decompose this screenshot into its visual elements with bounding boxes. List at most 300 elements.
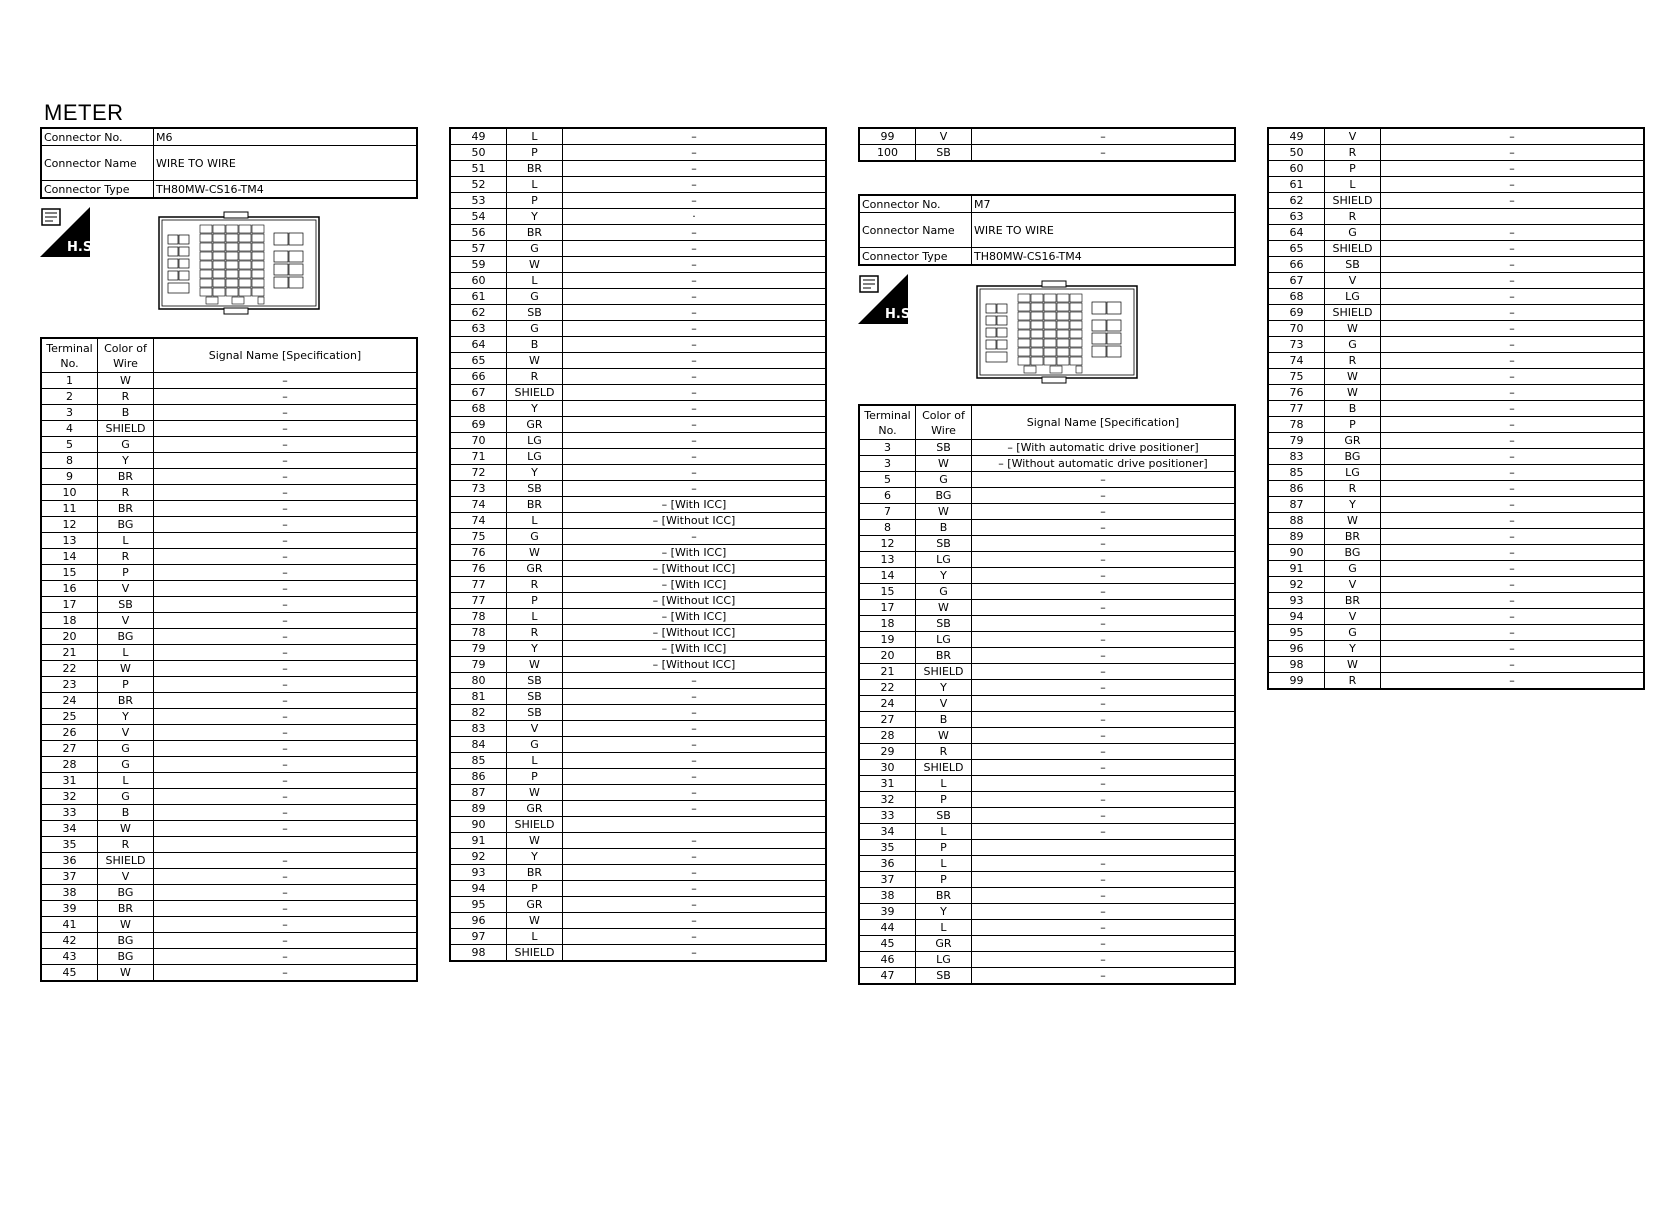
terminal-no-cell: 96 <box>450 913 507 929</box>
signal-name-cell: – <box>154 421 418 437</box>
terminal-no-cell: 46 <box>859 952 916 968</box>
wire-color-cell: G <box>507 289 563 305</box>
wire-color-cell: G <box>98 789 154 805</box>
table-row <box>859 632 1235 648</box>
wire-color-cell: SB <box>1325 257 1381 273</box>
wire-color-cell: SB <box>98 597 154 613</box>
table-row <box>450 577 826 593</box>
wire-color-cell: P <box>507 145 563 161</box>
signal-name-cell: – <box>1381 673 1645 690</box>
wire-color-cell: W <box>507 913 563 929</box>
signal-name-cell: – <box>154 853 418 869</box>
signal-name-cell: – <box>154 933 418 949</box>
signal-name-header: Signal Name [Specification] <box>972 405 1236 440</box>
terminal-no-cell: 8 <box>859 520 916 536</box>
wire-color-cell: BR <box>1325 593 1381 609</box>
terminal-no-cell: 69 <box>1268 305 1325 321</box>
terminal-no-cell: 31 <box>41 773 98 789</box>
table-row <box>450 929 826 945</box>
wire-color-cell: LG <box>1325 289 1381 305</box>
table-row <box>859 128 1235 145</box>
table-row <box>1268 577 1644 593</box>
signal-name-cell: – <box>972 920 1236 936</box>
signal-name-cell: – <box>563 353 827 369</box>
wire-color-cell: P <box>1325 417 1381 433</box>
signal-name-cell: – <box>563 289 827 305</box>
wire-color-cell: V <box>98 725 154 741</box>
wire-color-cell: W <box>1325 369 1381 385</box>
wire-color-cell: L <box>507 177 563 193</box>
table-row <box>859 664 1235 680</box>
terminal-no-cell: 7 <box>859 504 916 520</box>
wire-color-cell: L <box>507 273 563 289</box>
table-row <box>41 405 417 421</box>
terminal-no-cell: 3 <box>859 456 916 472</box>
terminal-no-cell: 36 <box>859 856 916 872</box>
signal-name-cell: – [With ICC] <box>563 609 827 625</box>
table-row <box>450 321 826 337</box>
signal-name-cell: – <box>563 721 827 737</box>
signal-name-cell: – <box>154 565 418 581</box>
terminal-no-cell: 61 <box>450 289 507 305</box>
wire-color-cell: LG <box>916 952 972 968</box>
signal-name-cell: – [Without automatic drive positioner] <box>972 456 1236 472</box>
color-of-wire-header: Color of Wire <box>98 338 154 373</box>
table-row <box>859 696 1235 712</box>
signal-name-cell: – <box>972 600 1236 616</box>
wire-color-cell: W <box>1325 385 1381 401</box>
signal-name-cell: – <box>154 645 418 661</box>
terminal-no-cell: 33 <box>41 805 98 821</box>
table-row <box>859 712 1235 728</box>
terminal-no-cell: 83 <box>450 721 507 737</box>
table-row <box>450 625 826 641</box>
wire-color-cell: BG <box>98 629 154 645</box>
signal-name-cell: – <box>563 833 827 849</box>
terminal-no-cell: 76 <box>450 561 507 577</box>
signal-name-cell: – <box>1381 385 1645 401</box>
terminal-no-cell: 85 <box>1268 465 1325 481</box>
table-row <box>450 481 826 497</box>
signal-name-cell: – <box>972 904 1236 920</box>
table-row <box>1268 609 1644 625</box>
table-row <box>859 904 1235 920</box>
signal-name-cell: – <box>1381 128 1645 145</box>
table-row <box>450 817 826 833</box>
signal-name-cell: – <box>1381 433 1645 449</box>
table-row <box>41 917 417 933</box>
wire-color-cell: Y <box>916 904 972 920</box>
table-row <box>1268 625 1644 641</box>
signal-name-cell: – <box>563 913 827 929</box>
table-row <box>41 533 417 549</box>
wire-color-cell: B <box>916 520 972 536</box>
terminal-no-cell: 34 <box>41 821 98 837</box>
signal-name-cell: – <box>1381 401 1645 417</box>
table-row <box>1268 593 1644 609</box>
m6-terminal-table-1 <box>40 337 418 982</box>
terminal-no-cell: 21 <box>859 664 916 680</box>
table-row <box>450 177 826 193</box>
terminal-no-cell: 91 <box>450 833 507 849</box>
m7-diagram-area <box>858 266 1236 404</box>
signal-name-cell: – <box>1381 289 1645 305</box>
wire-color-cell: G <box>98 437 154 453</box>
signal-name-cell: – <box>1381 497 1645 513</box>
signal-name-cell: – <box>154 533 418 549</box>
terminal-no-cell: 96 <box>1268 641 1325 657</box>
terminal-no-cell: 62 <box>1268 193 1325 209</box>
harness-side-icon <box>40 207 98 257</box>
table-row <box>859 952 1235 968</box>
terminal-no-cell: 67 <box>1268 273 1325 289</box>
terminal-no-cell: 86 <box>450 769 507 785</box>
wire-color-cell: L <box>916 824 972 840</box>
terminal-no-cell: 68 <box>1268 289 1325 305</box>
signal-name-cell: – <box>563 257 827 273</box>
terminal-no-cell: 78 <box>450 609 507 625</box>
table-row <box>1268 305 1644 321</box>
signal-name-cell: – <box>563 753 827 769</box>
terminal-no-cell: 77 <box>450 593 507 609</box>
signal-name-cell: – <box>563 689 827 705</box>
table-row <box>859 616 1235 632</box>
wire-color-cell: R <box>98 549 154 565</box>
wire-color-cell: P <box>916 840 972 856</box>
signal-name-cell: – <box>154 405 418 421</box>
signal-name-cell: – <box>154 773 418 789</box>
table-row <box>41 389 417 405</box>
signal-name-cell: – <box>563 369 827 385</box>
signal-name-cell: – <box>154 629 418 645</box>
m6-diagram-area <box>40 199 418 337</box>
table-row <box>450 529 826 545</box>
table-row <box>450 913 826 929</box>
terminal-no-cell: 84 <box>450 737 507 753</box>
signal-name-cell: – <box>1381 161 1645 177</box>
wire-color-cell: W <box>916 728 972 744</box>
table-row <box>450 737 826 753</box>
wire-color-cell: W <box>98 661 154 677</box>
terminal-no-cell: 2 <box>41 389 98 405</box>
terminal-no-cell: 19 <box>859 632 916 648</box>
table-row <box>450 657 826 673</box>
terminal-no-cell: 75 <box>450 529 507 545</box>
table-row <box>1268 513 1644 529</box>
signal-name-cell: – <box>1381 257 1645 273</box>
wire-color-cell: SB <box>916 616 972 632</box>
wire-color-cell: SB <box>507 305 563 321</box>
table-row <box>41 453 417 469</box>
wire-color-cell: SB <box>916 808 972 824</box>
table-row <box>41 613 417 629</box>
terminal-no-cell: 18 <box>41 613 98 629</box>
table-row <box>450 641 826 657</box>
signal-name-cell: – <box>563 128 827 145</box>
signal-name-cell: – <box>972 536 1236 552</box>
wire-color-cell: W <box>98 917 154 933</box>
table-row <box>1268 641 1644 657</box>
terminal-no-cell: 15 <box>41 565 98 581</box>
table-row <box>450 193 826 209</box>
wire-color-cell: V <box>507 721 563 737</box>
signal-name-cell: – <box>154 373 418 389</box>
wire-color-cell: P <box>507 193 563 209</box>
wire-color-cell: G <box>1325 225 1381 241</box>
table-row <box>859 920 1235 936</box>
wire-color-cell: W <box>916 456 972 472</box>
signal-name-cell: – <box>563 801 827 817</box>
signal-name-cell: – <box>972 824 1236 840</box>
signal-name-cell: – <box>563 417 827 433</box>
signal-name-cell: – <box>972 632 1236 648</box>
table-row <box>450 433 826 449</box>
signal-name-cell: – <box>1381 609 1645 625</box>
terminal-no-cell: 95 <box>450 897 507 913</box>
wire-color-cell: W <box>507 353 563 369</box>
signal-name-cell: – <box>154 437 418 453</box>
wire-color-cell: G <box>916 472 972 488</box>
table-row <box>1268 401 1644 417</box>
wire-color-cell: W <box>98 821 154 837</box>
wire-color-cell: LG <box>507 449 563 465</box>
signal-name-cell: – [With ICC] <box>563 577 827 593</box>
wire-color-cell: Y <box>507 641 563 657</box>
wire-color-cell: R <box>1325 145 1381 161</box>
signal-name-cell: – <box>1381 657 1645 673</box>
terminal-no-cell: 31 <box>859 776 916 792</box>
table-row <box>859 824 1235 840</box>
terminal-no-cell: 14 <box>41 549 98 565</box>
signal-name-cell: – <box>1381 513 1645 529</box>
signal-name-cell: – <box>1381 225 1645 241</box>
terminal-no-cell: 25 <box>41 709 98 725</box>
wire-color-cell: R <box>1325 481 1381 497</box>
wire-color-cell: G <box>98 741 154 757</box>
table-row <box>1268 545 1644 561</box>
wire-color-cell: LG <box>916 632 972 648</box>
wire-color-cell: SB <box>916 145 972 162</box>
wire-color-cell: SB <box>507 673 563 689</box>
terminal-no-cell: 22 <box>41 661 98 677</box>
terminal-no-cell: 92 <box>450 849 507 865</box>
table-row <box>450 609 826 625</box>
terminal-no-cell: 70 <box>450 433 507 449</box>
signal-name-cell: – <box>1381 529 1645 545</box>
terminal-no-cell: 32 <box>41 789 98 805</box>
terminal-no-cell: 85 <box>450 753 507 769</box>
table-row <box>450 753 826 769</box>
table-row <box>450 593 826 609</box>
m6-connector-face-icon <box>158 211 320 315</box>
signal-name-cell: – <box>972 968 1236 985</box>
terminal-no-cell: 66 <box>450 369 507 385</box>
signal-name-cell: – <box>1381 417 1645 433</box>
terminal-no-cell: 73 <box>450 481 507 497</box>
terminal-no-cell: 73 <box>1268 337 1325 353</box>
terminal-no-cell: 76 <box>1268 385 1325 401</box>
terminal-no-cell: 50 <box>1268 145 1325 161</box>
wire-color-cell: V <box>1325 128 1381 145</box>
terminal-no-cell: 76 <box>450 545 507 561</box>
terminal-no-cell: 12 <box>41 517 98 533</box>
signal-name-cell: – [Without ICC] <box>563 657 827 673</box>
table-row <box>450 801 826 817</box>
signal-name-cell: – <box>972 696 1236 712</box>
connector-name-label: Connector Name <box>859 213 972 248</box>
signal-name-cell: – <box>154 597 418 613</box>
wire-color-cell: GR <box>507 417 563 433</box>
table-row <box>41 677 417 693</box>
m7-terminal-table-2 <box>1267 127 1645 690</box>
table-row <box>450 225 826 241</box>
signal-name-cell: – <box>154 677 418 693</box>
signal-name-cell: – <box>972 712 1236 728</box>
terminal-no-cell: 98 <box>1268 657 1325 673</box>
wire-color-cell: Y <box>916 568 972 584</box>
terminal-no-cell: 66 <box>1268 257 1325 273</box>
signal-name-cell: · <box>563 209 827 225</box>
terminal-no-cell: 91 <box>1268 561 1325 577</box>
terminal-no-cell: 27 <box>859 712 916 728</box>
wire-color-cell: P <box>507 769 563 785</box>
terminal-no-cell: 77 <box>450 577 507 593</box>
terminal-no-cell: 94 <box>450 881 507 897</box>
table-row <box>41 421 417 437</box>
signal-name-cell: – [Without ICC] <box>563 561 827 577</box>
table-row <box>1268 657 1644 673</box>
terminal-no-cell: 93 <box>450 865 507 881</box>
table-row <box>41 597 417 613</box>
table-row <box>1268 433 1644 449</box>
table-row <box>1268 481 1644 497</box>
terminal-no-cell: 80 <box>450 673 507 689</box>
table-row <box>859 145 1235 162</box>
wire-color-cell: W <box>507 833 563 849</box>
terminal-no-cell: 18 <box>859 616 916 632</box>
table-row <box>41 629 417 645</box>
terminal-no-cell: 17 <box>41 597 98 613</box>
m7-connector-info <box>858 194 1236 266</box>
table-row <box>450 513 826 529</box>
table-row <box>1268 128 1644 145</box>
table-row <box>859 584 1235 600</box>
table-row <box>450 128 826 145</box>
terminal-no-cell: 89 <box>450 801 507 817</box>
terminal-no-cell: 67 <box>450 385 507 401</box>
wire-color-cell: R <box>507 577 563 593</box>
wire-color-cell: R <box>1325 673 1381 690</box>
wire-color-cell: SB <box>507 705 563 721</box>
table-row <box>859 808 1235 824</box>
terminal-no-header: Terminal No. <box>41 338 98 373</box>
wire-color-cell: L <box>507 513 563 529</box>
signal-name-cell: – <box>563 849 827 865</box>
signal-name-cell: – <box>972 808 1236 824</box>
signal-name-cell: – <box>1381 337 1645 353</box>
table-row <box>859 744 1235 760</box>
wire-color-cell: P <box>98 565 154 581</box>
table-row <box>859 888 1235 904</box>
terminal-no-cell: 54 <box>450 209 507 225</box>
signal-name-cell <box>972 840 1236 856</box>
terminal-no-cell: 33 <box>859 808 916 824</box>
wire-color-cell: W <box>98 373 154 389</box>
table-row <box>859 776 1235 792</box>
signal-name-cell: – <box>1381 241 1645 257</box>
table-row <box>41 757 417 773</box>
signal-name-cell: – <box>154 549 418 565</box>
connector-no-value: M7 <box>972 195 1236 213</box>
signal-name-cell: – [Without ICC] <box>563 625 827 641</box>
wire-color-cell: BR <box>98 693 154 709</box>
wire-color-cell: V <box>1325 273 1381 289</box>
signal-name-cell: – <box>154 693 418 709</box>
terminal-no-cell: 22 <box>859 680 916 696</box>
signal-name-cell: – <box>972 568 1236 584</box>
wire-color-cell: B <box>507 337 563 353</box>
wire-color-cell: W <box>916 504 972 520</box>
signal-name-cell: – <box>154 965 418 982</box>
hs-label: H.S. <box>885 307 916 322</box>
signal-name-cell: – <box>1381 353 1645 369</box>
wire-color-cell: Y <box>507 465 563 481</box>
terminal-no-cell: 24 <box>859 696 916 712</box>
terminal-no-cell: 62 <box>450 305 507 321</box>
table-row <box>1268 161 1644 177</box>
m7-terminal-table-1 <box>858 404 1236 985</box>
wire-color-cell: BG <box>98 933 154 949</box>
terminal-no-cell: 60 <box>1268 161 1325 177</box>
terminal-no-cell: 65 <box>1268 241 1325 257</box>
table-row <box>41 725 417 741</box>
wire-color-cell: Y <box>1325 641 1381 657</box>
wire-color-cell: BG <box>98 949 154 965</box>
wire-color-cell: V <box>1325 577 1381 593</box>
wire-color-cell: R <box>507 369 563 385</box>
table-row <box>41 741 417 757</box>
signal-name-cell: – <box>563 337 827 353</box>
terminal-no-cell: 45 <box>859 936 916 952</box>
signal-name-cell: – <box>154 453 418 469</box>
table-row <box>450 785 826 801</box>
signal-name-cell: – <box>972 760 1236 776</box>
terminal-no-cell: 8 <box>41 453 98 469</box>
terminal-no-cell: 52 <box>450 177 507 193</box>
wire-color-cell: W <box>1325 513 1381 529</box>
table-row <box>859 648 1235 664</box>
signal-name-cell: – <box>563 673 827 689</box>
wire-color-cell: BR <box>507 497 563 513</box>
signal-name-cell: – <box>154 821 418 837</box>
wire-color-cell: BG <box>98 517 154 533</box>
wire-color-cell: L <box>507 128 563 145</box>
terminal-no-cell: 6 <box>859 488 916 504</box>
signal-name-cell: – <box>154 501 418 517</box>
connector-name-value: WIRE TO WIRE <box>154 146 418 181</box>
signal-name-cell: – <box>563 305 827 321</box>
terminal-no-cell: 69 <box>450 417 507 433</box>
wire-color-cell: SHIELD <box>507 945 563 962</box>
terminal-no-cell: 87 <box>1268 497 1325 513</box>
connector-name-label: Connector Name <box>41 146 154 181</box>
signal-name-cell: – <box>154 725 418 741</box>
wire-color-cell: P <box>507 593 563 609</box>
table-row <box>450 417 826 433</box>
wire-color-cell: Y <box>507 401 563 417</box>
signal-name-cell: – <box>972 872 1236 888</box>
signal-name-cell: – <box>563 161 827 177</box>
